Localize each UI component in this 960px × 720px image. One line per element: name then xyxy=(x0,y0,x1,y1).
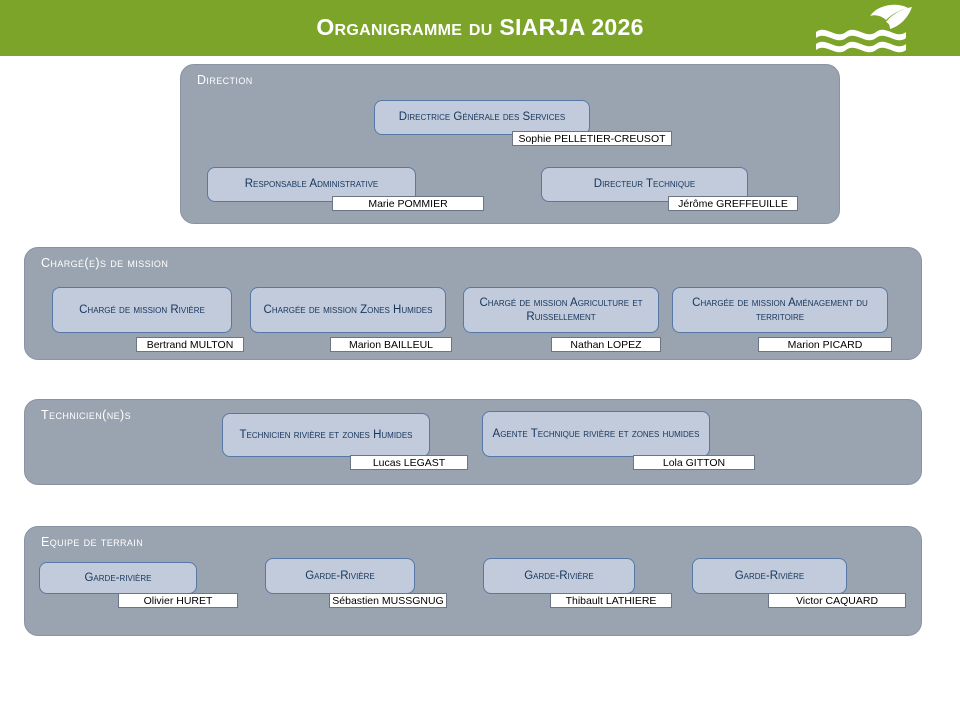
siarja-logo xyxy=(812,2,922,54)
name-plate-garde-riviere-1 xyxy=(118,593,238,608)
role-title: Agente Technique rivière et zones humides xyxy=(492,427,700,440)
role-box-technicien-riviere-zones-humides[interactable] xyxy=(222,413,430,457)
name-text: Lola GITTON xyxy=(662,456,726,469)
role-box-garde-riviere-2[interactable] xyxy=(265,558,415,594)
name-plate-agente-technique xyxy=(633,455,755,470)
role-title: Technicien rivière et zones Humides xyxy=(239,428,413,441)
name-plate-garde-riviere-2 xyxy=(329,593,447,608)
name-plate-chargee-mission-zones-humides xyxy=(330,337,452,352)
role-title: Responsable Administrative xyxy=(244,178,379,191)
role-box-directrice-generale[interactable] xyxy=(374,100,590,135)
role-title: Garde-Rivière xyxy=(524,569,594,582)
name-text: Olivier HURET xyxy=(143,594,213,607)
role-box-garde-riviere-4[interactable] xyxy=(692,558,847,594)
role-title: Directeur Technique xyxy=(593,178,696,191)
name-text: Thibault LATHIERE xyxy=(565,594,657,607)
name-text: Sébastien MUSSGNUG xyxy=(332,594,444,607)
name-plate-charge-mission-riviere xyxy=(136,337,244,352)
role-title: Garde-rivière xyxy=(84,571,152,584)
name-text: Marion PICARD xyxy=(787,338,863,351)
name-text: Marie POMMIER xyxy=(368,197,448,210)
name-plate-charge-mission-agriculture xyxy=(551,337,661,352)
name-text: Lucas LEGAST xyxy=(372,456,446,469)
name-text: Victor CAQUARD xyxy=(795,594,879,607)
group-label-techniciens: Technicien(ne)s xyxy=(41,408,131,422)
role-box-chargee-mission-amenagement[interactable] xyxy=(672,287,888,333)
name-plate-chargee-mission-amenagement xyxy=(758,337,892,352)
role-box-charge-mission-riviere[interactable] xyxy=(52,287,232,333)
role-title: Chargé de mission Agriculture et Ruissellement xyxy=(479,296,643,323)
group-label-equipe-de-terrain: Equipe de terrain xyxy=(41,535,144,549)
role-box-charge-mission-agriculture[interactable] xyxy=(463,287,659,333)
page-title: Organigramme du SIARJA 2026 xyxy=(316,14,644,40)
name-text: Nathan LOPEZ xyxy=(570,338,642,351)
role-box-agente-technique[interactable] xyxy=(482,411,710,457)
name-plate-garde-riviere-3 xyxy=(550,593,672,608)
name-text: Marion BAILLEUL xyxy=(348,338,434,351)
role-box-garde-riviere-3[interactable] xyxy=(483,558,635,594)
name-plate-directrice-generale xyxy=(512,131,672,146)
role-title: Chargée de mission Zones Humides xyxy=(263,303,433,316)
group-label-direction: Direction xyxy=(197,73,253,87)
name-text: Bertrand MULTON xyxy=(146,338,234,351)
group-techniciens xyxy=(24,399,922,485)
name-plate-technicien-riviere-zones-humides xyxy=(350,455,468,470)
role-title: Garde-Rivière xyxy=(734,569,805,582)
name-plate-directeur-technique xyxy=(668,196,798,211)
role-box-garde-riviere-1[interactable] xyxy=(39,562,197,594)
role-title: Directrice Générale des Services xyxy=(398,111,566,124)
header-bar xyxy=(0,0,960,56)
role-title: Chargé de mission Rivière xyxy=(79,303,205,316)
group-label-charges-de-mission: Chargé(e)s de mission xyxy=(41,256,169,270)
role-title: Garde-Rivière xyxy=(305,569,375,582)
role-title: Chargée de mission Aménagement du territoire xyxy=(692,296,868,323)
name-text: Jérôme GREFFEUILLE xyxy=(678,197,788,210)
name-plate-garde-riviere-4 xyxy=(768,593,906,608)
name-plate-responsable-administrative xyxy=(332,196,484,211)
name-text: Sophie PELLETIER-CREUSOT xyxy=(518,132,666,145)
role-box-chargee-mission-zones-humides[interactable] xyxy=(250,287,446,333)
